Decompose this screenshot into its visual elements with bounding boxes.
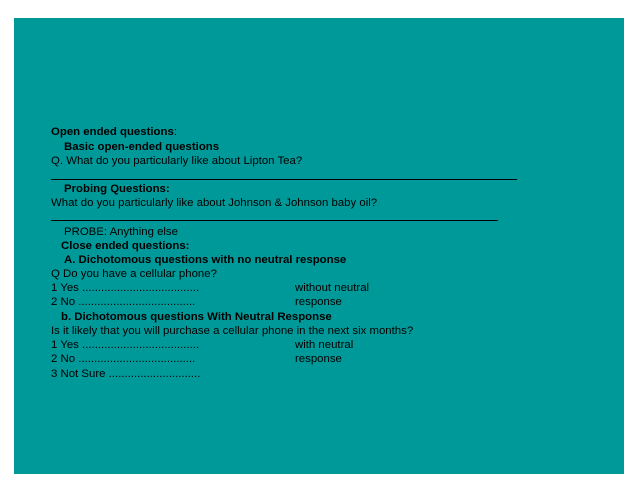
open-ended-heading-colon: : <box>173 126 177 138</box>
section-a-note-line-2: response <box>295 296 342 308</box>
section-b-option-not-sure: 3 Not Sure ............................. <box>51 368 201 380</box>
answer-line-2 <box>51 220 498 221</box>
open-ended-heading <box>51 124 177 140</box>
section-a-note-line-1: without neutral <box>295 282 370 294</box>
section-b-question: Is it likely that you will purchase a cellular phone in the next six months? <box>51 325 414 337</box>
question-baby-oil: What do you particularly like about Johnson & Johnson baby oil? <box>51 197 378 209</box>
close-ended-heading: Close ended questions: <box>61 240 190 252</box>
probe-text: PROBE: Anything else <box>64 226 178 238</box>
section-a-option-no: 2 No ..................................... <box>51 296 196 308</box>
answer-line-1 <box>51 179 517 180</box>
section-b-option-yes: 1 Yes ..................................... <box>51 339 200 351</box>
section-a-heading: A. Dichotomous questions with no neutral response <box>64 254 347 266</box>
question-lipton-tea: Q. What do you particularly like about Lipton Tea? <box>51 155 303 167</box>
probing-questions-heading: Probing Questions: <box>64 183 170 195</box>
section-b-note-line-1: with neutral <box>295 339 354 351</box>
open-ended-heading-text: Open ended questions <box>51 126 174 138</box>
section-b-heading: b. Dichotomous questions With Neutral Response <box>61 311 332 323</box>
basic-open-ended-heading: Basic open-ended questions <box>64 141 220 153</box>
section-a-option-yes: 1 Yes ..................................... <box>51 282 200 294</box>
section-a-question: Q Do you have a cellular phone? <box>51 268 217 280</box>
section-b-option-no: 2 No ..................................... <box>51 353 196 365</box>
section-b-note-line-2: response <box>295 353 342 365</box>
